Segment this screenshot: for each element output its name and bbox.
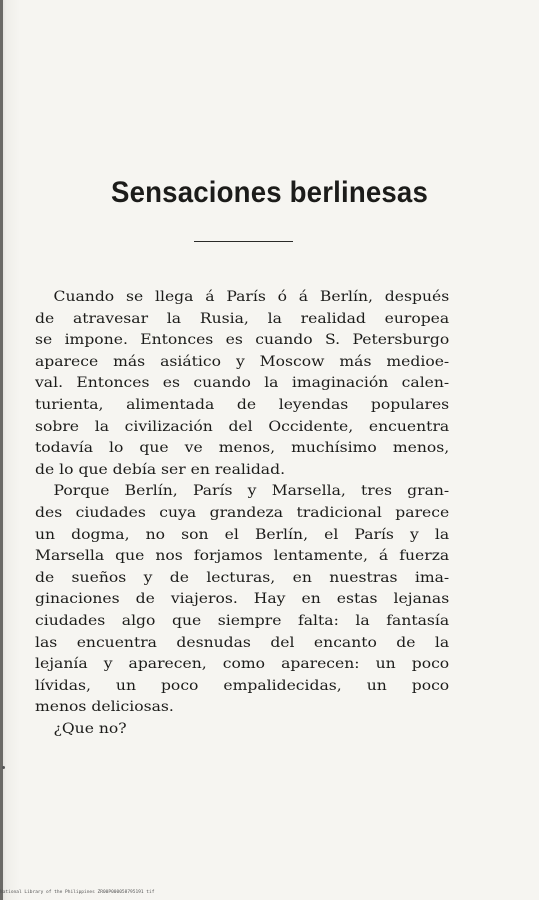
text-line: se impone. Entonces es cuando S. Petersburgo (35, 332, 450, 349)
scan-footer: National Library of the Philippines ZR00P000058795191 tif (0, 890, 155, 895)
text-line: des ciudades cuya grandeza tradicional parece (35, 504, 450, 521)
text-line: de atravesar la Rusia, la realidad europea (35, 310, 450, 327)
text-line: Cuando se llega á París ó á Berlín, después (53, 289, 450, 305)
paragraph-2 (35, 481, 449, 719)
title-rule (194, 241, 293, 242)
text-line: un dogma, no son el Berlín, el París y la (35, 526, 450, 543)
page-binding-edge (0, 0, 3, 900)
text-line: Marsella que nos forjamos lentamente, á fuerza (35, 548, 450, 565)
text-line: aparece más asiático y Moscow más medioe- (35, 353, 450, 370)
text-line: Porque Berlín, París y Marsella, tres gran- (53, 483, 450, 500)
text-line: todavía lo que ve menos, muchísimo menos, (35, 440, 450, 457)
text-line: lejanía y aparecen, como aparecen: un poco (35, 656, 450, 673)
text-line: lívidas, un poco empalidecidas, un poco (35, 677, 450, 694)
text-line: turienta, alimentada de leyendas populares (35, 396, 450, 413)
paragraph-3 (35, 719, 449, 741)
paragraph-1 (35, 287, 449, 481)
chapter-title: Sensaciones berlinesas (110, 176, 429, 209)
text-line: de sueños y de lecturas, en nuestras ima- (35, 569, 450, 586)
text-line: sobre la civilización del Occidente, encuentra (35, 418, 450, 435)
chapter-body (35, 287, 449, 740)
text-line: las encuentra desnudas del encanto de la (35, 634, 450, 651)
text-line: menos deliciosas. (35, 699, 174, 716)
text-line: ¿Que no? (53, 720, 127, 737)
text-line: de lo que debía ser en realidad. (35, 461, 286, 478)
text-line: val. Entonces es cuando la imaginación calen- (35, 375, 450, 392)
text-line: ciudades algo que siempre falta: la fantasía (35, 612, 450, 629)
text-line: ginaciones de viajeros. Hay en estas lejanas (35, 591, 450, 608)
scan-speck (2, 766, 5, 769)
